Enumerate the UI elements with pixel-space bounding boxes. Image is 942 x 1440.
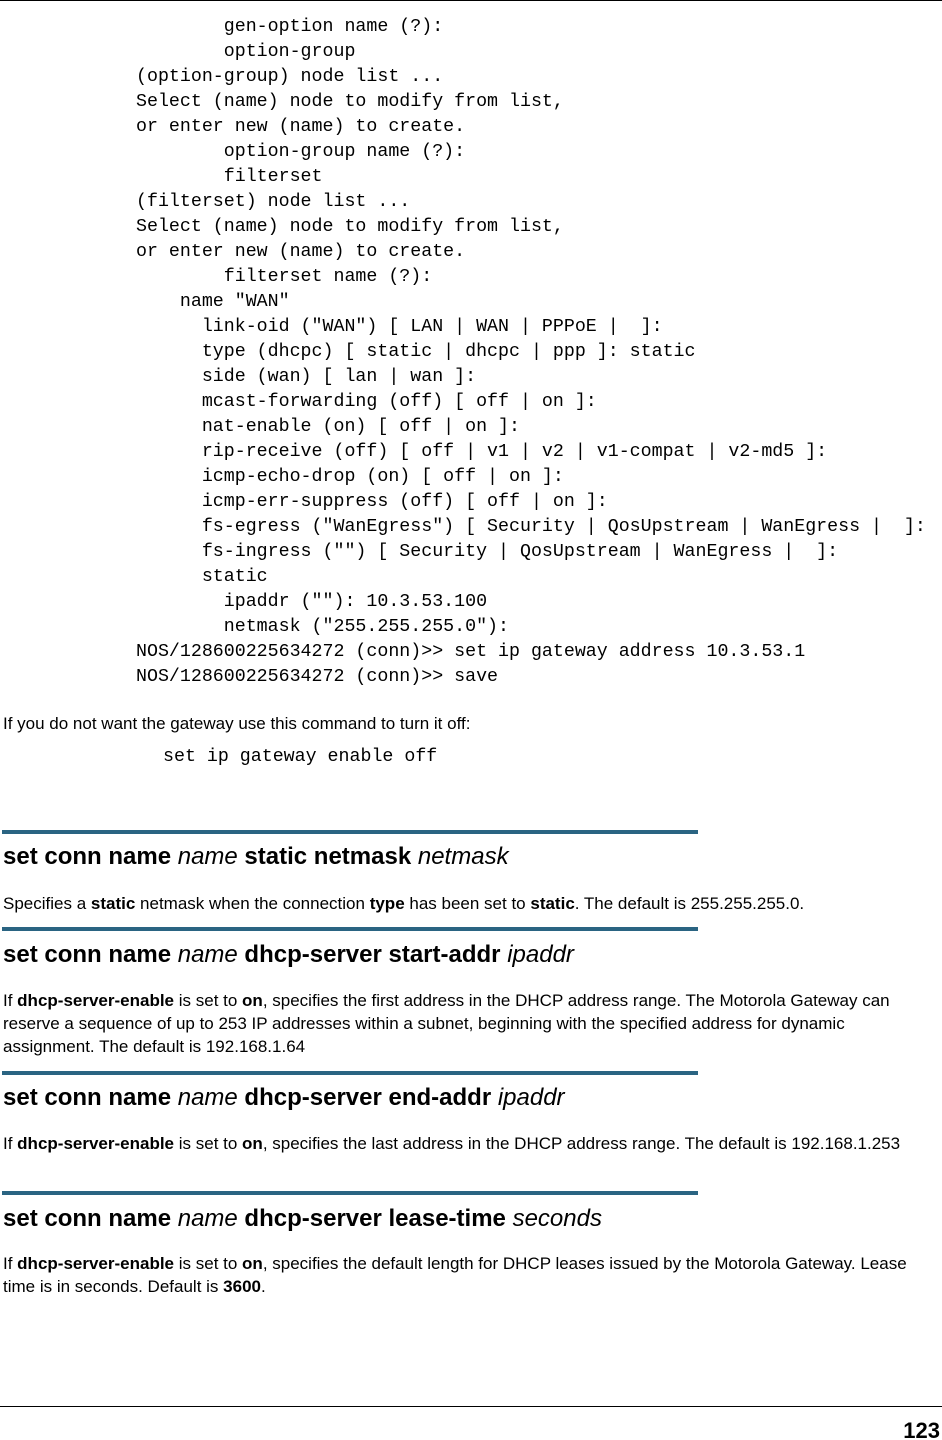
code-line: ipaddr (""): 10.3.53.100: [136, 592, 488, 612]
t: on: [242, 991, 263, 1010]
t: dhcp-server-enable: [17, 991, 175, 1010]
t: , specifies the first address in the DHCP address range. The Motorola Gateway can reserve a sequence of up to 253 IP addresses within a subnet, beginning with the specified address for dynamic assignment. The default is 192.168.1.64: [3, 991, 890, 1056]
cli-transcript: [136, 15, 926, 690]
code-line: netmask ("255.255.255.0"):: [136, 617, 509, 637]
section-heading: [3, 843, 509, 871]
t: static: [530, 894, 575, 913]
t: , specifies the last address in the DHCP address range. The default is 192.168.1.253: [262, 1134, 901, 1153]
code-line: type (dhcpc) [ static | dhcpc | ppp ]: static: [136, 342, 696, 362]
section-body: [3, 1252, 939, 1298]
code-line: (option-group) node list ...: [136, 67, 444, 87]
t: If: [3, 1134, 18, 1153]
h-param: name: [177, 941, 238, 968]
h-text: set conn name: [3, 843, 178, 870]
t: type: [369, 894, 405, 913]
section-heading: [3, 1084, 565, 1112]
t: 3600: [223, 1277, 261, 1296]
h-text: set conn name: [3, 1205, 178, 1232]
code-line: gen-option name (?):: [136, 17, 444, 37]
t: If: [3, 991, 18, 1010]
code-line: NOS/128600225634272 (conn)>> set ip gateway address 10.3.53.1: [136, 642, 806, 662]
code-line: name "WAN": [136, 292, 290, 312]
h-text: set conn name: [3, 941, 178, 968]
code-line: rip-receive (off) [ off | v1 | v2 | v1-compat | v2-md5 ]:: [136, 442, 828, 462]
t: on: [242, 1134, 263, 1153]
h-param: name: [177, 1084, 238, 1111]
section-rule: [2, 830, 698, 834]
gateway-command: set ip gateway enable off: [163, 747, 438, 767]
t: is set to: [174, 991, 243, 1010]
t: is set to: [174, 1254, 243, 1273]
t: is set to: [174, 1134, 243, 1153]
section-heading: [3, 941, 574, 969]
footer-rule: [0, 1406, 942, 1407]
h-text: dhcp-server end-addr: [237, 1084, 498, 1111]
gateway-note: If you do not want the gateway use this command to turn it off:: [3, 714, 471, 733]
h-text: dhcp-server lease-time: [237, 1205, 513, 1232]
section-body: [3, 892, 939, 915]
code-line: mcast-forwarding (off) [ off | on ]:: [136, 392, 597, 412]
code-line: icmp-err-suppress (off) [ off | on ]:: [136, 492, 608, 512]
code-line: or enter new (name) to create.: [136, 242, 466, 262]
code-line: filterset name (?):: [136, 267, 433, 287]
t: dhcp-server-enable: [17, 1134, 175, 1153]
code-line: (filterset) node list ...: [136, 192, 411, 212]
t: dhcp-server-enable: [17, 1254, 175, 1273]
section-rule: [2, 927, 698, 931]
h-param: seconds: [512, 1205, 602, 1232]
code-line: icmp-echo-drop (on) [ off | on ]:: [136, 467, 564, 487]
code-line: fs-egress ("WanEgress") [ Security | QosUpstream | WanEgress | ]:: [136, 517, 926, 537]
h-param: ipaddr: [497, 1084, 565, 1111]
code-line: static: [136, 567, 268, 587]
code-line: fs-ingress ("") [ Security | QosUpstream | WanEgress | ]:: [136, 542, 839, 562]
t: has been set to: [404, 894, 531, 913]
h-text: dhcp-server start-addr: [237, 941, 508, 968]
section-heading: [3, 1205, 602, 1233]
code-line: or enter new (name) to create.: [136, 117, 466, 137]
t: If: [3, 1254, 18, 1273]
top-border: [0, 0, 942, 1]
t: static: [90, 894, 136, 913]
code-line: filterset: [136, 167, 323, 187]
t: . The default is 255.255.255.0.: [574, 894, 805, 913]
t: Specifies a: [3, 894, 91, 913]
t: .: [260, 1277, 266, 1296]
h-param: netmask: [417, 843, 509, 870]
t: , specifies the default length for DHCP leases issued by the Motorola Gateway. Lease time is in seconds. Default is: [3, 1254, 907, 1296]
code-line: Select (name) node to modify from list,: [136, 217, 564, 237]
h-text: set conn name: [3, 1084, 178, 1111]
code-line: option-group: [136, 42, 356, 62]
h-param: ipaddr: [507, 941, 574, 968]
page-number: 123: [903, 1418, 940, 1440]
code-line: side (wan) [ lan | wan ]:: [136, 367, 477, 387]
section-rule: [2, 1071, 698, 1075]
section-body: [3, 989, 939, 1058]
t: netmask when the connection: [135, 894, 370, 913]
h-param: name: [177, 843, 238, 870]
code-line: option-group name (?):: [136, 142, 466, 162]
code-line: nat-enable (on) [ off | on ]:: [136, 417, 520, 437]
h-param: name: [177, 1205, 238, 1232]
code-line: NOS/128600225634272 (conn)>> save: [136, 667, 499, 687]
t: on: [242, 1254, 263, 1273]
section-body: [3, 1132, 939, 1155]
h-text: static netmask: [237, 843, 418, 870]
section-rule: [2, 1191, 698, 1195]
code-line: link-oid ("WAN") [ LAN | WAN | PPPoE | ]:: [136, 317, 663, 337]
code-line: Select (name) node to modify from list,: [136, 92, 564, 112]
